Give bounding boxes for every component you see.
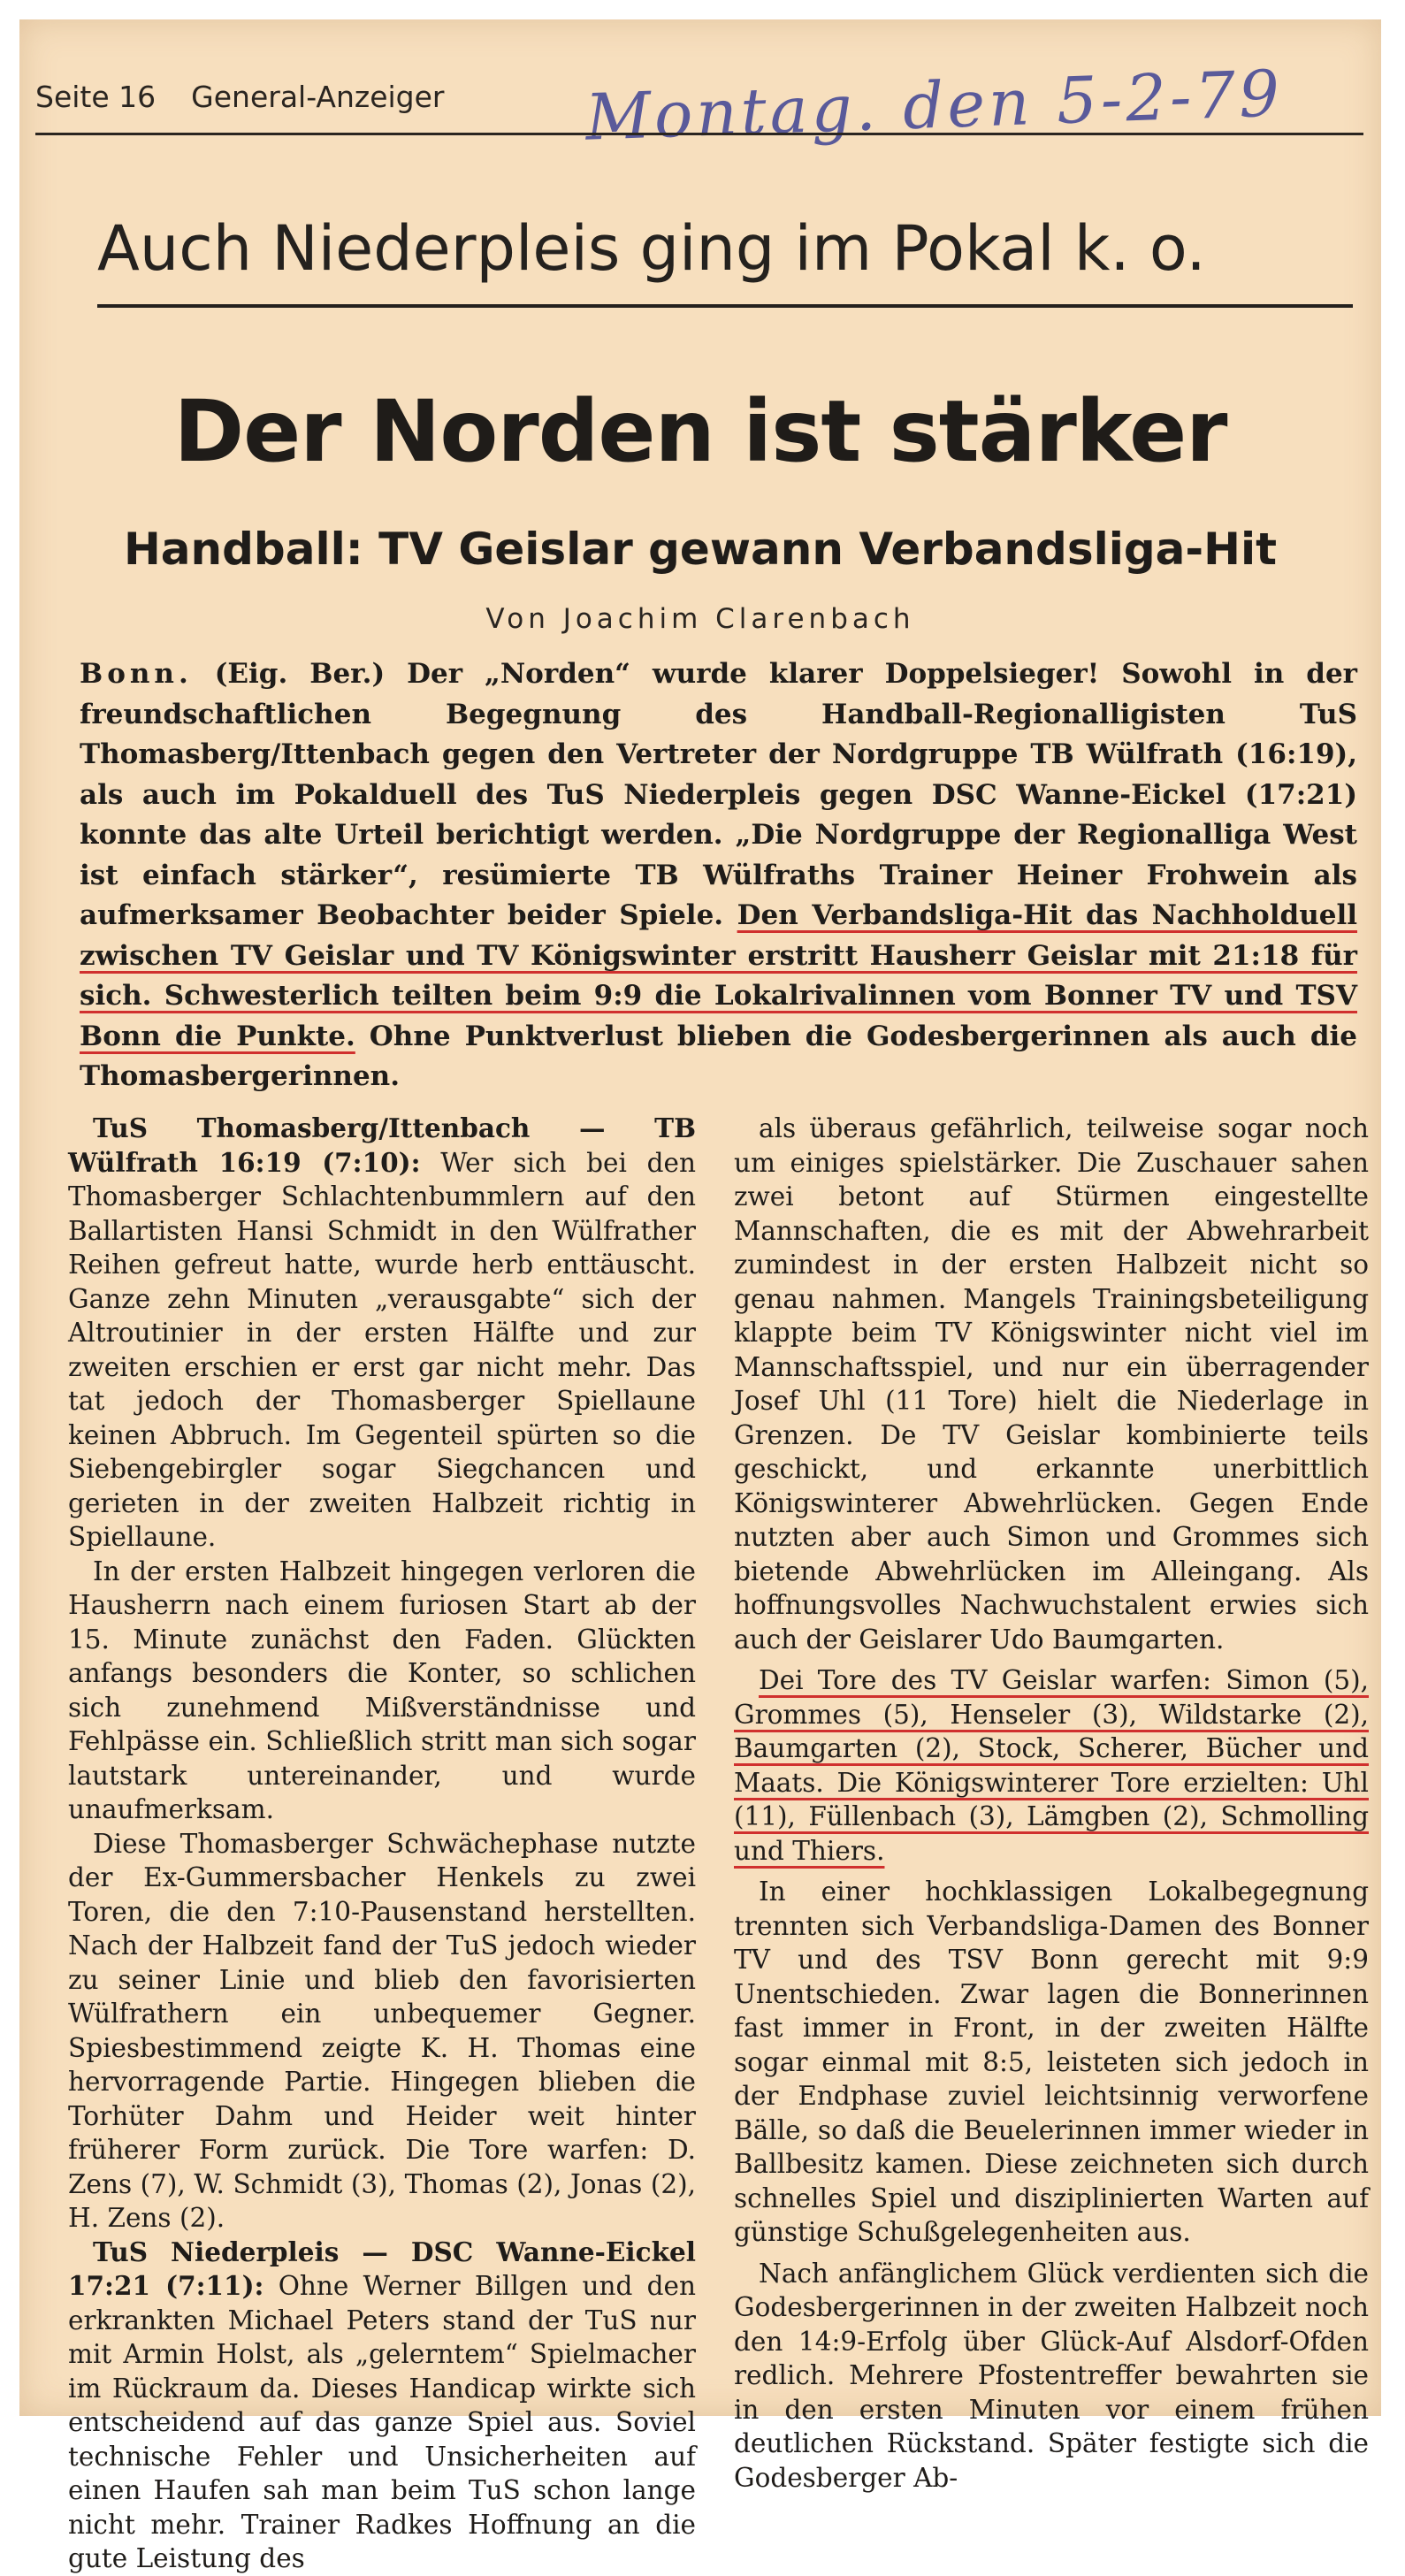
match-heading: TuS Thomasberg/Ittenbach — TB Wülfrath 16:19 (7:10):	[68, 1112, 696, 1178]
newspaper-clipping	[19, 19, 1381, 2573]
scorers-paragraph: Dei Tore des TV Geislar warfen: Simon (5), Grommes (5), Henseler (3), Wildstarke (2), Baumgarten (2), Stock, Scherer, Bücher und Maats. Die Königswinterer Tore erzielten: Uhl (11), Füllenbach (3), Lämgben (2), Schmolling und Thiers.	[734, 1665, 1369, 1866]
handwritten-date: Montag. den 5-2-79	[584, 56, 1285, 155]
right-column	[734, 1112, 1369, 2495]
paragraph-text: Ohne Werner Billgen und den erkrankten Michael Peters stand der TuS nur mit Armin Holst, als „gelerntem“ Spielmacher im Rückraum da. Dieses Handicap wirkte sich entscheidend auf das ganze Spiel aus. Soviel technische Fehler und Unsicherheiten auf einen Haufen sah man beim TuS schon lange nicht mehr. Trainer Radkes Hoffnung an die gute Leistung des	[68, 2271, 696, 2573]
match-heading: TuS Niederpleis — DSC Wanne-Eickel 17:21 (7:11):	[68, 2236, 696, 2301]
byline: Von Joachim Clarenbach	[485, 603, 915, 635]
article-paragraph: Nach anfänglichem Glück verdienten sich die Godesbergerinnen in der zweiten Halbzeit noch den 14:9-Erfolg über Glück-Auf Alsdorf-Ofden redlich. Mehrere Pfostentreffer bewahrten sie in den ersten Minuten vor einem frühen deutlichen Rückstand. Später festigte sich die Godesberger Ab-	[734, 2258, 1369, 2493]
main-headline: Der Norden ist stärker	[173, 382, 1227, 481]
article-paragraph	[68, 2236, 696, 2576]
lead-text: (Eig. Ber.) Der „Norden“ wurde klarer Doppelsieger! Sowohl in der freundschaftlichen Begegnung des Handball-Regionalligisten TuS Thomasberg/Ittenbach gegen den Vertreter der Nordgruppe TB Wülfrath (16:19), als auch im Pokalduell des TuS Niederpleis gegen DSC Wanne-Eickel (17:21) konnte das alte Urteil berichtigt werden. „Die Nordgruppe der Regionalliga West ist einfach stärker“, resümierte TB Wülfraths Trainer Heiner Frohwein als aufmerksamer Beobachter beider Spiele.	[80, 658, 1357, 931]
article-paragraph: In der ersten Halbzeit hingegen verloren die Hausherrn nach einem furiosen Start ab der 15. Minute zunächst den Faden. Glückten anfangs besonders die Konter, so schlichen sich zunehmend Mißverständnisse und Fehlpässe ein. Schließlich stritt man sich sogar lautstark untereinander, und wurde unaufmerksam.	[68, 1556, 696, 1824]
article-paragraph	[68, 1112, 696, 1555]
lead-text-end: Ohne Punktverlust blieben die Godesbergerinnen als auch die Thomasbergerinnen.	[80, 1020, 1357, 1092]
lead-paragraph	[80, 654, 1357, 1097]
header-rule	[35, 133, 1363, 135]
article-paragraph: Diese Thomasberger Schwächephase nutzte der Ex-Gummersbacher Henkels zu zwei Toren, die den 7:10-Pausenstand herstellten. Nach der Halbzeit fand der TuS jedoch wieder zu seiner Linie und blieb den favorisierten Wülfrathern ein unbequemer Gegner. Spiesbestimmend zeigte K. H. Thomas eine hervorragende Partie. Hingegen blieben die Torhüter Dahm und Heider weit hinter früherer Form zurück. Die Tore warfen: D. Zens (7), W. Schmidt (3), Thomas (2), Jonas (2), H. Zens (2).	[68, 1828, 696, 2233]
kicker-headline: Auch Niederpleis ging im Pokal k. o.	[97, 212, 1206, 285]
article-paragraph: In einer hochklassigen Lokalbegegnung trennten sich Verbandsliga-Damen des Bonner TV und des TSV Bonn gerecht mit 9:9 Unentschieden. Zwar lagen die Bonnerinnen fast immer in Front, in der zweiten Hälfte sogar einmal mit 8:5, leisteten sich jedoch in der Endphase zuviel leichtsinnig verworfene Bälle, so daß die Beuelerinnen immer wieder in Ballbesitz kamen. Diese zeichneten sich durch schnelles Spiel und disziplinierten Warten auf günstige Schußgelegenheiten aus.	[734, 1877, 1369, 2247]
article-paragraph: als überaus gefährlich, teilweise sogar noch um einiges spielstärker. Die Zuschauer sahen zwei betont auf Stürmen eingestellte Mannschaften, die es mit der Abwehrarbeit zumindest in der ersten Halbzeit nicht so genau nahmen. Mangels Trainingsbeteiligung klappte beim TV Königswinter nicht viel im Mannschaftsspiel, und nur ein überragender Josef Uhl (11 Tore) hielt die Niederlage in Grenzen. De TV Geislar kombinierte teils geschickt, und erkannte unerbittlich Königswinterer Abwehrlücken. Gegen Ende nutzten aber auch Simon und Grommes sich bietende Abwehrlücken im Alleingang. Als hoffnungsvolles Nachwuchstalent erwies sich auch der Geislarer Udo Baumgarten.	[734, 1113, 1369, 1655]
left-column	[68, 1112, 696, 2576]
page-number: Seite 16	[35, 80, 157, 114]
paragraph-text: Wer sich bei den Thomasberger Schlachtenbummlern auf den Ballartisten Hansi Schmidt in den Wülfrather Reihen gefreut hatte, wurde herb enttäuscht. Ganze zehn Minuten „verausgabte“ sich der Altroutinier in der ersten Hälfte und zur zweiten erschien er erst gar nicht mehr. Das tat jedoch der Thomasberger Spiellaune keinen Abbruch. Im Gegenteil spürten so die Siebengebirgler sogar Siegchancen und gerieten in der zweiten Halbzeit richtig in Spiellaune.	[68, 1147, 696, 1552]
lead-underlined-text: Den Verbandsliga-Hit das Nachholduell zwischen TV Geislar und TV Königswinter erstritt Hausherr Geislar mit 21:18 für sich. Schwesterlich teilten beim 9:9 die Lokalrivalinnen vom Bonner TV und TSV Bonn die Punkte.	[80, 899, 1358, 1052]
sub-headline: Handball: TV Geislar gewann Verbandsliga-Hit	[123, 524, 1278, 575]
newspaper-name: General-Anzeiger	[191, 80, 445, 114]
kicker-rule	[97, 304, 1353, 308]
dateline: Bonn.	[80, 658, 193, 690]
